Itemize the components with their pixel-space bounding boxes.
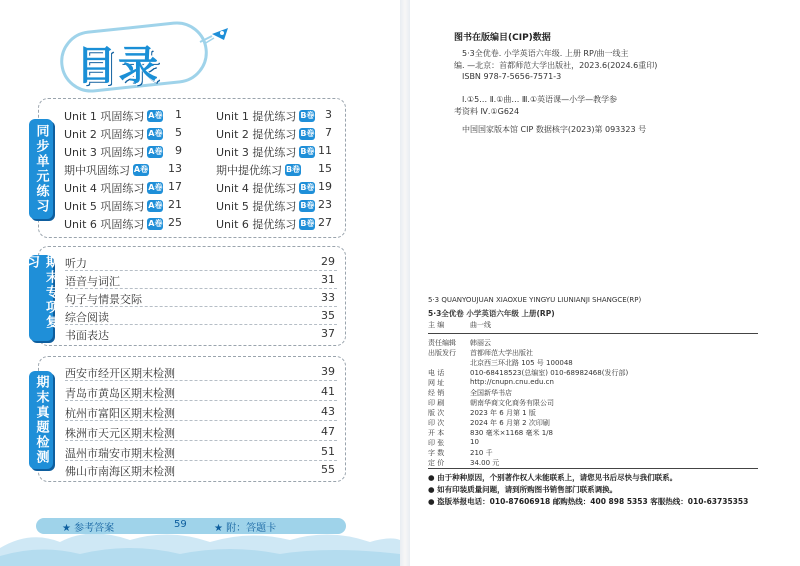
toc-entry[interactable] xyxy=(216,126,315,142)
cip-line: ISBN 978-7-5656-7571-3 xyxy=(462,72,562,81)
answers-page: 59 xyxy=(174,519,187,530)
toc-entry-label: Unit 3 巩固练习 xyxy=(64,146,145,159)
section-tag: 同步单元练习 xyxy=(29,119,53,219)
section-final-exams xyxy=(33,356,346,482)
toc-item[interactable] xyxy=(65,289,337,307)
rocket-icon xyxy=(198,26,234,46)
book-spine xyxy=(400,0,410,566)
level-badge: A卷 xyxy=(148,111,163,120)
cip-title: 图书在版编目(CIP)数据 xyxy=(454,33,551,43)
detail-key: 版 次 xyxy=(428,409,445,417)
toc-item-label: 综合阅读 xyxy=(65,311,109,324)
toc-item-page: 41 xyxy=(321,385,335,398)
toc-entry-page: 21 xyxy=(168,198,182,211)
toc-item-page: 55 xyxy=(321,463,335,476)
divider xyxy=(428,468,758,469)
notice-line: ● 如有印装质量问题，请到所购图书销售部门联系调换。 xyxy=(428,485,618,494)
toc-entry-label: Unit 1 巩固练习 xyxy=(64,110,145,123)
toc-entry-label: Unit 2 巩固练习 xyxy=(64,128,145,141)
level-badge: B卷 xyxy=(300,201,315,210)
level-badge: A卷 xyxy=(148,219,163,228)
toc-entry[interactable] xyxy=(64,162,149,178)
toc-entry[interactable] xyxy=(64,216,163,232)
section-tag: 期末专项复习 xyxy=(29,255,53,341)
detail-key: 印 次 xyxy=(428,419,445,427)
toc-item-page: 39 xyxy=(321,365,335,378)
detail-key: 印 刷 xyxy=(428,399,445,407)
appendix-label: ★ 附：答题卡 xyxy=(214,523,277,534)
detail-value: http://cnupn.cnu.edu.cn xyxy=(470,378,554,386)
detail-key: 字 数 xyxy=(428,449,445,457)
level-badge: A卷 xyxy=(148,129,163,138)
toc-item-page: 35 xyxy=(321,309,335,322)
toc-item-label: 书面表达 xyxy=(65,329,109,342)
level-badge: A卷 xyxy=(148,201,163,210)
detail-value: 朝南华商文化商务有限公司 xyxy=(470,399,554,407)
divider xyxy=(428,333,758,334)
toc-entry-label: Unit 3 提优练习 xyxy=(216,146,297,159)
toc-item[interactable] xyxy=(65,253,337,271)
notice-line: ● 盗版举报电话：010-87606918 邮购热线：400 898 5353 客服热线：010-63735353 xyxy=(428,497,749,506)
toc-entry-page: 3 xyxy=(325,108,332,121)
toc-entry[interactable] xyxy=(64,198,163,214)
level-badge: A卷 xyxy=(148,183,163,192)
answers-bar[interactable] xyxy=(36,518,346,534)
detail-key: 责任编辑 xyxy=(428,339,456,347)
cip-line: 中国国家版本馆 CIP 数据核字(2023)第 093323 号 xyxy=(462,125,647,134)
toc-entry[interactable] xyxy=(216,108,315,124)
section-final-review xyxy=(24,246,346,346)
toc-item-label: 温州市瑞安市期末检测 xyxy=(65,447,175,460)
toc-entry-label: Unit 5 提优练习 xyxy=(216,200,297,213)
toc-item-label: 听力 xyxy=(65,257,87,270)
toc-item-page: 29 xyxy=(321,255,335,268)
toc-entry-label: 期中提优练习 xyxy=(216,164,282,177)
level-badge: B卷 xyxy=(300,111,315,120)
pinyin-title: 5·3 QUANYOUJUAN XIAOXUE YINGYU LIUNIANJI SHANGCE(RP) xyxy=(428,296,642,304)
toc-entry[interactable] xyxy=(64,144,163,160)
toc-item-label: 株洲市天元区期末检测 xyxy=(65,427,175,440)
cip-line: 5·3全优卷. 小学英语六年级. 上册 RP/曲一线主 xyxy=(462,49,629,58)
toc-entry-page: 25 xyxy=(168,216,182,229)
cip-line: 编. —北京：首都师范大学出版社，2023.6(2024.6重印) xyxy=(454,61,658,70)
toc-entry-label: Unit 2 提优练习 xyxy=(216,128,297,141)
toc-entry-label: Unit 5 巩固练习 xyxy=(64,200,145,213)
toc-entry-label: Unit 4 提优练习 xyxy=(216,182,297,195)
level-badge: B卷 xyxy=(300,183,315,192)
toc-entry-page: 17 xyxy=(168,180,182,193)
toc-entry-page: 7 xyxy=(325,126,332,139)
answers-label: ★ 参考答案 xyxy=(62,523,115,534)
detail-value: 830 毫米×1168 毫米 1/8 xyxy=(470,429,553,437)
toc-item[interactable] xyxy=(65,443,337,461)
toc-entry[interactable] xyxy=(64,126,163,142)
toc-entry-label: 期中巩固练习 xyxy=(64,164,130,177)
level-badge: A卷 xyxy=(133,165,149,174)
toc-item-label: 杭州市富阳区期末检测 xyxy=(65,407,175,420)
toc-item-label: 语音与词汇 xyxy=(65,275,120,288)
detail-key: 经 销 xyxy=(428,389,445,397)
detail-key: 网 址 xyxy=(428,379,445,387)
cip-line: 考资料 Ⅳ.①G624 xyxy=(454,107,520,116)
toc-item-label: 西安市经开区期末检测 xyxy=(65,367,175,380)
toc-item-label: 佛山市南海区期末检测 xyxy=(65,465,175,478)
toc-title-block xyxy=(60,22,210,94)
detail-value: 首都师范大学出版社 xyxy=(470,349,533,357)
toc-entry-page: 15 xyxy=(318,162,332,175)
toc-entry-label: Unit 4 巩固练习 xyxy=(64,182,145,195)
toc-entry[interactable] xyxy=(216,162,301,178)
toc-item[interactable] xyxy=(65,403,337,421)
detail-key: 出版发行 xyxy=(428,349,456,357)
toc-item[interactable] xyxy=(65,307,337,325)
book-title: 5·3全优卷 小学英语六年级 上册(RP) xyxy=(428,309,555,318)
toc-entry-label: Unit 6 提优练习 xyxy=(216,218,297,231)
detail-value: 全国新华书店 xyxy=(470,389,512,397)
toc-item-page: 47 xyxy=(321,425,335,438)
detail-value: 210 千 xyxy=(470,449,493,457)
toc-entry-page: 11 xyxy=(318,144,332,157)
toc-item[interactable] xyxy=(65,461,337,479)
toc-entry[interactable] xyxy=(216,180,315,196)
toc-entry[interactable] xyxy=(216,198,315,214)
level-badge: B卷 xyxy=(300,219,315,228)
toc-item[interactable] xyxy=(65,383,337,401)
toc-entry-page: 13 xyxy=(168,162,182,175)
toc-entry-page: 27 xyxy=(318,216,332,229)
toc-item-label: 句子与情景交际 xyxy=(65,293,142,306)
toc-item[interactable] xyxy=(65,423,337,441)
level-badge: A卷 xyxy=(148,147,163,156)
detail-value: 10 xyxy=(470,438,479,446)
toc-item[interactable] xyxy=(65,325,337,343)
toc-item-label: 青岛市黄岛区期末检测 xyxy=(65,387,175,400)
toc-entry-label: Unit 1 提优练习 xyxy=(216,110,297,123)
toc-item[interactable] xyxy=(65,363,337,381)
editor-label: 主 编 xyxy=(428,321,445,329)
toc-item-page: 43 xyxy=(321,405,335,418)
detail-value: 010-68418523(总编室) 010-68982468(发行部) xyxy=(470,369,629,377)
detail-value: 2023 年 6 月第 1 版 xyxy=(470,409,536,417)
detail-value: 韩丽云 xyxy=(470,339,491,347)
toc-item-page: 51 xyxy=(321,445,335,458)
detail-value: 北京西三环北路 105 号 100048 xyxy=(470,359,573,367)
toc-entry[interactable] xyxy=(216,144,315,160)
toc-entry-page: 9 xyxy=(175,144,182,157)
level-badge: B卷 xyxy=(285,165,301,174)
detail-value: 2024 年 6 月第 2 次印刷 xyxy=(470,419,550,427)
toc-entry-label: Unit 6 巩固练习 xyxy=(64,218,145,231)
toc-item-page: 37 xyxy=(321,327,335,340)
toc-entry-page: 5 xyxy=(175,126,182,139)
section-tag: 期末真题检测 xyxy=(29,371,53,469)
toc-entry[interactable] xyxy=(64,180,163,196)
notice-line: ● 由于种种原因，个别著作权人未能联系上，请您见书后尽快与我们联系。 xyxy=(428,473,678,482)
detail-key: 电 话 xyxy=(428,369,445,377)
toc-entry[interactable] xyxy=(64,108,163,124)
cip-line: Ⅰ.①5… Ⅱ.①曲… Ⅲ.①英语课—小学—教学参 xyxy=(462,95,618,104)
detail-key: 印 张 xyxy=(428,439,445,447)
level-badge: B卷 xyxy=(300,147,315,156)
toc-title: 目录 xyxy=(76,43,160,89)
toc-entry-page: 1 xyxy=(175,108,182,121)
toc-item[interactable] xyxy=(65,271,337,289)
toc-item-page: 33 xyxy=(321,291,335,304)
toc-entry-page: 23 xyxy=(318,198,332,211)
level-badge: B卷 xyxy=(300,129,315,138)
toc-entry-page: 19 xyxy=(318,180,332,193)
detail-key: 开 本 xyxy=(428,429,445,437)
detail-value: 34.00 元 xyxy=(470,459,500,467)
detail-key: 定 价 xyxy=(428,459,445,467)
toc-entry[interactable] xyxy=(216,216,315,232)
editor-value: 曲一线 xyxy=(470,321,491,329)
toc-item-page: 31 xyxy=(321,273,335,286)
